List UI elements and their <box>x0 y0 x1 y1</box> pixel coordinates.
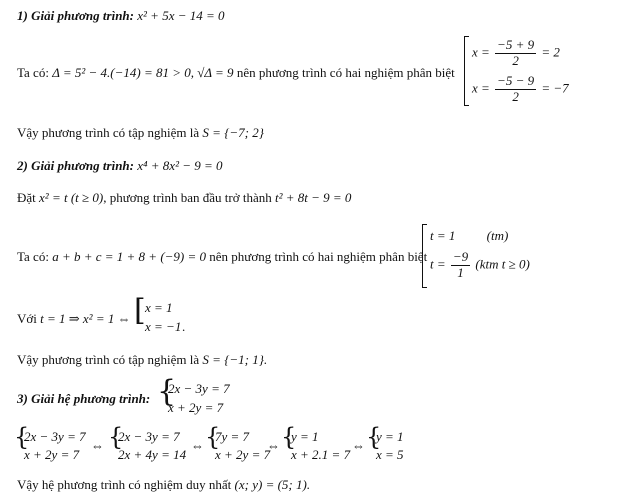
s3-step4-l2: x + 2.1 = 7 <box>291 447 351 462</box>
s3-step5-l2: x = 5 <box>376 447 404 462</box>
s2-with-prefix: Với <box>17 311 37 326</box>
s3-step2-brace: { <box>108 423 124 451</box>
s3-step1-brace: { <box>14 423 30 451</box>
s1-root2 <box>472 74 569 105</box>
s2-title-line <box>17 159 223 172</box>
s3-step4-l1: y = 1 <box>291 429 319 444</box>
s2-conclusion-prefix: Vậy phương trình có tập nghiệm là <box>17 352 200 367</box>
s3-system-brace: { <box>157 374 177 409</box>
s1-root1 <box>472 38 560 69</box>
s1-root2-rhs: = −7 <box>541 80 569 96</box>
s3-step4-brace: { <box>281 423 297 451</box>
s2-t2-num: −9 <box>452 249 469 264</box>
s1-conclusion <box>17 126 264 139</box>
s3-step2-l2: 2x + 4y = 14 <box>118 447 187 462</box>
s3-title-line <box>17 392 150 405</box>
s2-t2 <box>430 250 530 281</box>
s2-sub-mid: , phương trình ban đầu trở thành <box>103 190 272 205</box>
s2-substitution <box>17 191 351 204</box>
s3-equiv-1: ⇔ <box>91 438 104 453</box>
s3-heading: 3) Giải hệ phương trình: <box>17 391 151 406</box>
s2-x1: x = 1 <box>145 300 173 315</box>
s1-roots-bracket <box>464 36 469 106</box>
s2-conclusion <box>17 353 267 366</box>
s1-taco-suffix: nên phương trình có hai nghiệm phân biệt <box>236 65 455 80</box>
s3-step1-l2: x + 2y = 7 <box>24 447 80 462</box>
s2-sum-expr: a + b + c = 1 + 8 + (−9) = 0 <box>52 249 207 264</box>
s3-step3-l2: x + 2y = 7 <box>215 447 271 462</box>
s2-x2: x = −1 <box>145 319 182 334</box>
s2-taco-prefix: Ta có: <box>17 249 49 264</box>
s2-taco-suffix: nên phương trình có hai nghiệm phân biệt <box>209 249 428 264</box>
s3-sys-line2: x + 2y = 7 <box>168 400 224 415</box>
s1-root1-den: 2 <box>512 52 519 68</box>
s2-x-brace: [ <box>134 293 146 328</box>
s2-t2-lhs: t = <box>430 256 446 272</box>
s2-t1-expr: t = 1 <box>430 228 456 243</box>
s3-step5-brace: { <box>366 423 382 451</box>
s2-taco-line <box>17 250 427 263</box>
s1-root2-lhs: x = <box>472 80 490 96</box>
s2-t2-frac <box>451 250 470 281</box>
s1-equation: x² + 5x − 14 = 0 <box>137 8 225 23</box>
s1-conclusion-prefix: Vậy phương trình có tập nghiệm là <box>17 125 200 140</box>
s3-step3-brace: { <box>205 423 221 451</box>
s1-taco-prefix: Ta có: <box>17 65 49 80</box>
s1-root2-frac <box>495 74 536 105</box>
s1-root1-rhs: = 2 <box>541 44 560 60</box>
s2-with-line <box>17 312 131 325</box>
s2-with-expr: t = 1 ⇒ x² = 1 ⇔ <box>40 311 131 326</box>
s3-conclusion-prefix: Vậy hệ phương trình có nghiệm duy nhất <box>17 477 232 492</box>
s1-delta-expr: Δ = 5² − 4.(−14) = 81 > 0, √Δ = 9 <box>52 65 234 80</box>
s1-taco-line <box>17 66 455 79</box>
s2-x-end: . <box>182 319 186 334</box>
s1-root1-lhs: x = <box>472 44 490 60</box>
s3-step1-l1: 2x − 3y = 7 <box>24 429 86 444</box>
s1-root2-den: 2 <box>512 88 519 104</box>
s2-roots-bracket <box>422 224 427 288</box>
s2-t1 <box>430 229 508 242</box>
s2-t2-note: (ktm t ≥ 0) <box>475 256 530 272</box>
s3-conclusion <box>17 478 310 491</box>
s3-equiv-2: ⇔ <box>191 438 204 453</box>
s2-equation: x⁴ + 8x² − 9 = 0 <box>137 158 223 173</box>
s1-root1-frac <box>495 38 536 69</box>
s1-conclusion-set: S = {−7; 2} <box>202 125 264 140</box>
s2-sub-expr: x² = t (t ≥ 0) <box>39 190 104 205</box>
s1-root2-num: −5 − 9 <box>497 73 535 88</box>
s3-step3-l1: 7y = 7 <box>215 429 250 444</box>
s3-equiv-3: ⇔ <box>267 438 280 453</box>
s2-t2-den: 1 <box>457 264 464 280</box>
s2-sub-eq: t² + 8t − 9 = 0 <box>274 190 352 205</box>
s2-sub-prefix: Đặt <box>17 190 36 205</box>
s1-title-line <box>17 9 225 22</box>
s3-equiv-4: ⇔ <box>352 438 365 453</box>
s3-step5-l1: y = 1 <box>376 429 404 444</box>
s2-t1-note: (tm) <box>486 228 509 243</box>
s2-heading: 2) Giải phương trình: <box>17 158 134 173</box>
s3-sys-line1: 2x − 3y = 7 <box>168 381 230 396</box>
s1-root1-num: −5 + 9 <box>497 37 535 52</box>
s3-step2-l1: 2x − 3y = 7 <box>118 429 180 444</box>
s2-conclusion-set: S = {−1; 1}. <box>202 352 268 367</box>
s3-conclusion-expr: (x; y) = (5; 1). <box>234 477 311 492</box>
s1-heading: 1) Giải phương trình: <box>17 8 134 23</box>
